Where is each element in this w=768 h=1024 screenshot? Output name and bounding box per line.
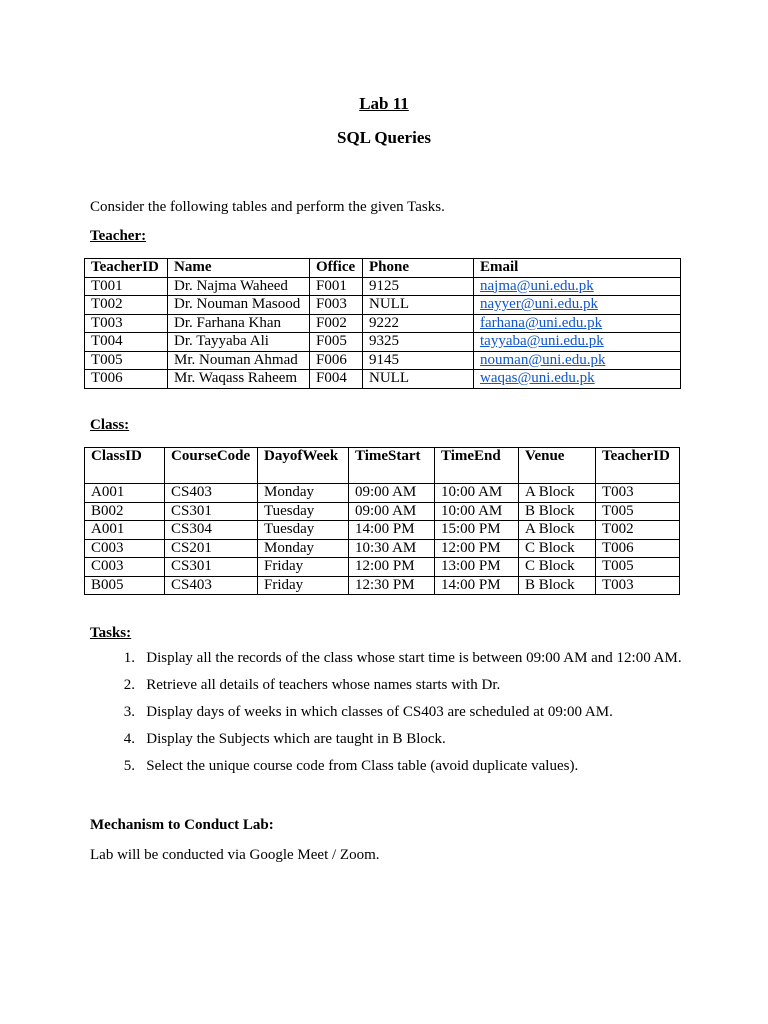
- list-item: [90, 645, 750, 672]
- list-number: 4.: [123, 731, 135, 747]
- column-header: TeacherID: [596, 448, 680, 484]
- table-cell: 13:00 PM: [435, 558, 519, 577]
- table-cell: B Block: [519, 576, 596, 595]
- table-row: [85, 277, 681, 296]
- table-cell: F004: [310, 370, 363, 389]
- table-cell: Mr. Waqass Raheem: [168, 370, 310, 389]
- class-header-row: [85, 448, 680, 484]
- table-row: [85, 351, 681, 370]
- table-cell: T003: [85, 314, 168, 333]
- column-header: ClassID: [85, 448, 165, 484]
- column-header: TeacherID: [85, 259, 168, 278]
- table-cell: Dr. Tayyaba Ali: [168, 333, 310, 352]
- table-cell: [474, 351, 681, 370]
- list-item: [90, 726, 750, 753]
- table-cell: 9125: [363, 277, 474, 296]
- column-header: Phone: [363, 259, 474, 278]
- email-link[interactable]: najma@uni.edu.pk: [480, 277, 594, 294]
- teacher-heading: Teacher:: [90, 228, 147, 244]
- table-cell: C003: [85, 558, 165, 577]
- table-cell: T003: [596, 484, 680, 503]
- email-link[interactable]: waqas@uni.edu.pk: [480, 370, 595, 386]
- table-cell: A001: [85, 521, 165, 540]
- table-cell: B005: [85, 576, 165, 595]
- table-cell: 09:00 AM: [349, 502, 435, 521]
- table-row: [85, 333, 681, 352]
- table-cell: 14:00 PM: [435, 576, 519, 595]
- table-cell: B002: [85, 502, 165, 521]
- task-text: Display all the records of the class whose start time is between 09:00 AM and 12:00 AM.: [146, 650, 682, 666]
- table-cell: 15:00 PM: [435, 521, 519, 540]
- document-subtitle: SQL Queries: [337, 128, 431, 147]
- class-table: [84, 447, 680, 595]
- table-row: [85, 314, 681, 333]
- list-number: 3.: [123, 704, 135, 720]
- table-cell: A Block: [519, 484, 596, 503]
- table-cell: 9145: [363, 351, 474, 370]
- task-list: [90, 645, 750, 780]
- table-cell: 9325: [363, 333, 474, 352]
- table-cell: Tuesday: [258, 502, 349, 521]
- table-cell: 10:00 AM: [435, 484, 519, 503]
- teacher-header-row: [85, 259, 681, 278]
- table-cell: 9222: [363, 314, 474, 333]
- table-cell: T005: [596, 502, 680, 521]
- table-cell: 09:00 AM: [349, 484, 435, 503]
- table-cell: Mr. Nouman Ahmad: [168, 351, 310, 370]
- tasks-heading: Tasks:: [90, 625, 132, 641]
- table-cell: Dr. Nouman Masood: [168, 296, 310, 315]
- table-cell: T006: [596, 539, 680, 558]
- list-item: [90, 699, 750, 726]
- table-cell: T004: [85, 333, 168, 352]
- table-cell: CS403: [165, 484, 258, 503]
- teacher-table: [84, 258, 681, 389]
- email-link[interactable]: nayyer@uni.edu.pk: [480, 296, 598, 312]
- table-cell: Dr. Najma Waheed: [168, 277, 310, 296]
- task-text: Select the unique course code from Class table (avoid duplicate values).: [146, 758, 579, 774]
- table-cell: [474, 296, 681, 315]
- table-cell: [474, 370, 681, 389]
- table-cell: F005: [310, 333, 363, 352]
- mechanism-heading: Mechanism to Conduct Lab:: [90, 817, 274, 833]
- table-cell: F006: [310, 351, 363, 370]
- email-link[interactable]: farhana@uni.edu.pk: [480, 314, 603, 331]
- table-cell: C003: [85, 539, 165, 558]
- table-cell: T002: [85, 296, 168, 315]
- column-header: Name: [168, 259, 310, 278]
- table-cell: C Block: [519, 558, 596, 577]
- table-row: [85, 558, 680, 577]
- table-cell: [474, 314, 681, 333]
- table-cell: A Block: [519, 521, 596, 540]
- table-row: [85, 521, 680, 540]
- column-header: CourseCode: [165, 448, 258, 484]
- table-cell: CS301: [165, 558, 258, 577]
- table-cell: 10:30 AM: [349, 539, 435, 558]
- table-cell: 12:30 PM: [349, 576, 435, 595]
- column-header: DayofWeek: [258, 448, 349, 484]
- task-text: Retrieve all details of teachers whose names starts with Dr.: [146, 677, 501, 693]
- table-cell: Dr. Farhana Khan: [168, 314, 310, 333]
- table-cell: T001: [85, 277, 168, 296]
- list-number: 5.: [123, 758, 135, 774]
- table-cell: T002: [596, 521, 680, 540]
- table-cell: CS304: [165, 521, 258, 540]
- email-link[interactable]: nouman@uni.edu.pk: [480, 351, 606, 368]
- list-item: [90, 672, 750, 699]
- table-cell: [474, 277, 681, 296]
- column-header: TimeStart: [349, 448, 435, 484]
- table-cell: CS201: [165, 539, 258, 558]
- column-header: Email: [474, 259, 681, 278]
- table-cell: Friday: [258, 558, 349, 577]
- email-link[interactable]: tayyaba@uni.edu.pk: [480, 333, 604, 349]
- table-row: [85, 484, 680, 503]
- intro-text: Consider the following tables and perform the given Tasks.: [90, 199, 445, 215]
- table-cell: F001: [310, 277, 363, 296]
- mechanism-text: Lab will be conducted via Google Meet / Zoom.: [90, 847, 380, 863]
- class-heading: Class:: [90, 417, 130, 433]
- table-cell: 14:00 PM: [349, 521, 435, 540]
- task-text: Display days of weeks in which classes of CS403 are scheduled at 09:00 AM.: [146, 704, 613, 720]
- table-cell: 10:00 AM: [435, 502, 519, 521]
- table-cell: F003: [310, 296, 363, 315]
- table-cell: 12:00 PM: [435, 539, 519, 558]
- table-cell: F002: [310, 314, 363, 333]
- document-title: Lab 11: [359, 94, 409, 113]
- table-cell: [474, 333, 681, 352]
- table-cell: Friday: [258, 576, 349, 595]
- table-cell: A001: [85, 484, 165, 503]
- table-cell: NULL: [363, 296, 474, 315]
- table-cell: Monday: [258, 484, 349, 503]
- table-cell: NULL: [363, 370, 474, 389]
- table-cell: T006: [85, 370, 168, 389]
- table-cell: B Block: [519, 502, 596, 521]
- table-cell: Monday: [258, 539, 349, 558]
- table-cell: T003: [596, 576, 680, 595]
- table-row: [85, 296, 681, 315]
- task-text: Display the Subjects which are taught in B Block.: [146, 731, 446, 747]
- table-row: [85, 576, 680, 595]
- list-item: [90, 753, 750, 780]
- table-cell: CS301: [165, 502, 258, 521]
- table-cell: CS403: [165, 576, 258, 595]
- column-header: Office: [310, 259, 363, 278]
- column-header: Venue: [519, 448, 596, 484]
- list-number: 2.: [123, 677, 135, 693]
- column-header: TimeEnd: [435, 448, 519, 484]
- table-cell: T005: [85, 351, 168, 370]
- table-row: [85, 370, 681, 389]
- table-cell: C Block: [519, 539, 596, 558]
- table-row: [85, 502, 680, 521]
- list-number: 1.: [123, 650, 135, 666]
- table-row: [85, 539, 680, 558]
- table-cell: T005: [596, 558, 680, 577]
- table-cell: Tuesday: [258, 521, 349, 540]
- table-cell: 12:00 PM: [349, 558, 435, 577]
